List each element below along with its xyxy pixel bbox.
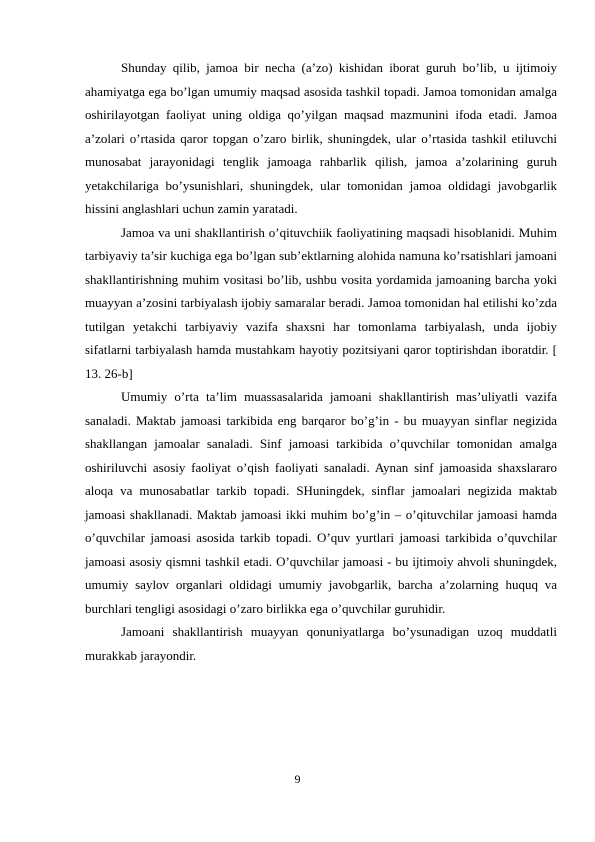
paragraph-2: Jamoa va uni shakllantirish o’qituvchiik faoliyatining maqsadi hisoblanidi. Muhim tarbiyaviy ta’sir kuchiga ega bo’lgan sub’ektlarning alohida namuna ko’rsatishlari jamoani shakllantirishning muhim vositasi bo’lib, ushbu vosita yordamida jamoaning barcha yoki muayyan a’zosini tarbiyalash ijobiy samaralar beradi. Jamoa tomonidan hal etilishi ko’zda tutilgan yetakchi tarbiyaviy vazifa shaxsni har tomonlama tarbiyalash, unda ijobiy sifatlarni tarbiyalash hamda mustahkam hayotiy pozitsiyani qaror toptirishdan iboratdir. [ 13. 26-b] [85, 224, 557, 381]
document-body [85, 56, 557, 667]
paragraph-3: Umumiy o’rta ta’lim muassasalarida jamoani shakllantirish mas’uliyatli vazifa sanaladi. Maktab jamoasi tarkibida eng barqaror bo’g’in - bu muayyan sinflar negizida shakllangan jamoalar sanaladi. Sinf jamoasi tarkibida o’quvchilar tomonidan amalga oshiriluvchi asosiy faoliyat o’qish faoliyati sanaladi. Aynan sinf jamoasida shaxslararo aloqa va munosabatlar tarkib topadi. SHuningdek, sinflar jamoalari negizida maktab jamoasi shakllanadi. Maktab jamoasi ikki muhim bo’g’in – o’qituvchilar jamoasi hamda o’quvchilar jamoasi asosida tarkib topadi. O’quv yurtlari jamoasi tarkibida o’quvchilar jamoasi asosiy qismni tashkil etadi. O’quvchilar jamoasi - bu ijtimoiy ahvoli shuningdek, umumiy saylov organlari oldidagi umumiy javobgarlik, barcha a’zolarning huquq va burchlari tengligi asosidagi o’zaro birlikka ega o’quvchilar guruhidir. [85, 389, 557, 616]
paragraph-4: Jamoani shakllantirish muayyan qonuniyatlarga bo’ysunadigan uzoq muddatli murakkab jarayondir. [85, 624, 557, 663]
page-number: 9 [294, 772, 301, 786]
paragraph-1: Shunday qilib, jamoa bir necha (a’zo) kishidan iborat guruh bo’lib, u ijtimoiy ahamiyatga ega bo’lgan umumiy maqsad asosida tashkil topadi. Jamoa tomonidan amalga oshirilayotgan faoliyat uning oldiga qo’yilgan maqsad mazmunini ifoda etadi. Jamoa a’zolari o’rtasida qaror topgan o’zaro birlik, shuningdek, ular o’rtasida tashkil etiluvchi munosabat jarayonidagi tenglik jamoaga rahbarlik qilish, jamoa a’zolarining guruh yetakchilariga bo’ysunishlari, shuningdek, ular tomonidan jamoa oldidagi javobgarlik hissini anglashlari uchun zamin yaratadi. [85, 60, 557, 216]
